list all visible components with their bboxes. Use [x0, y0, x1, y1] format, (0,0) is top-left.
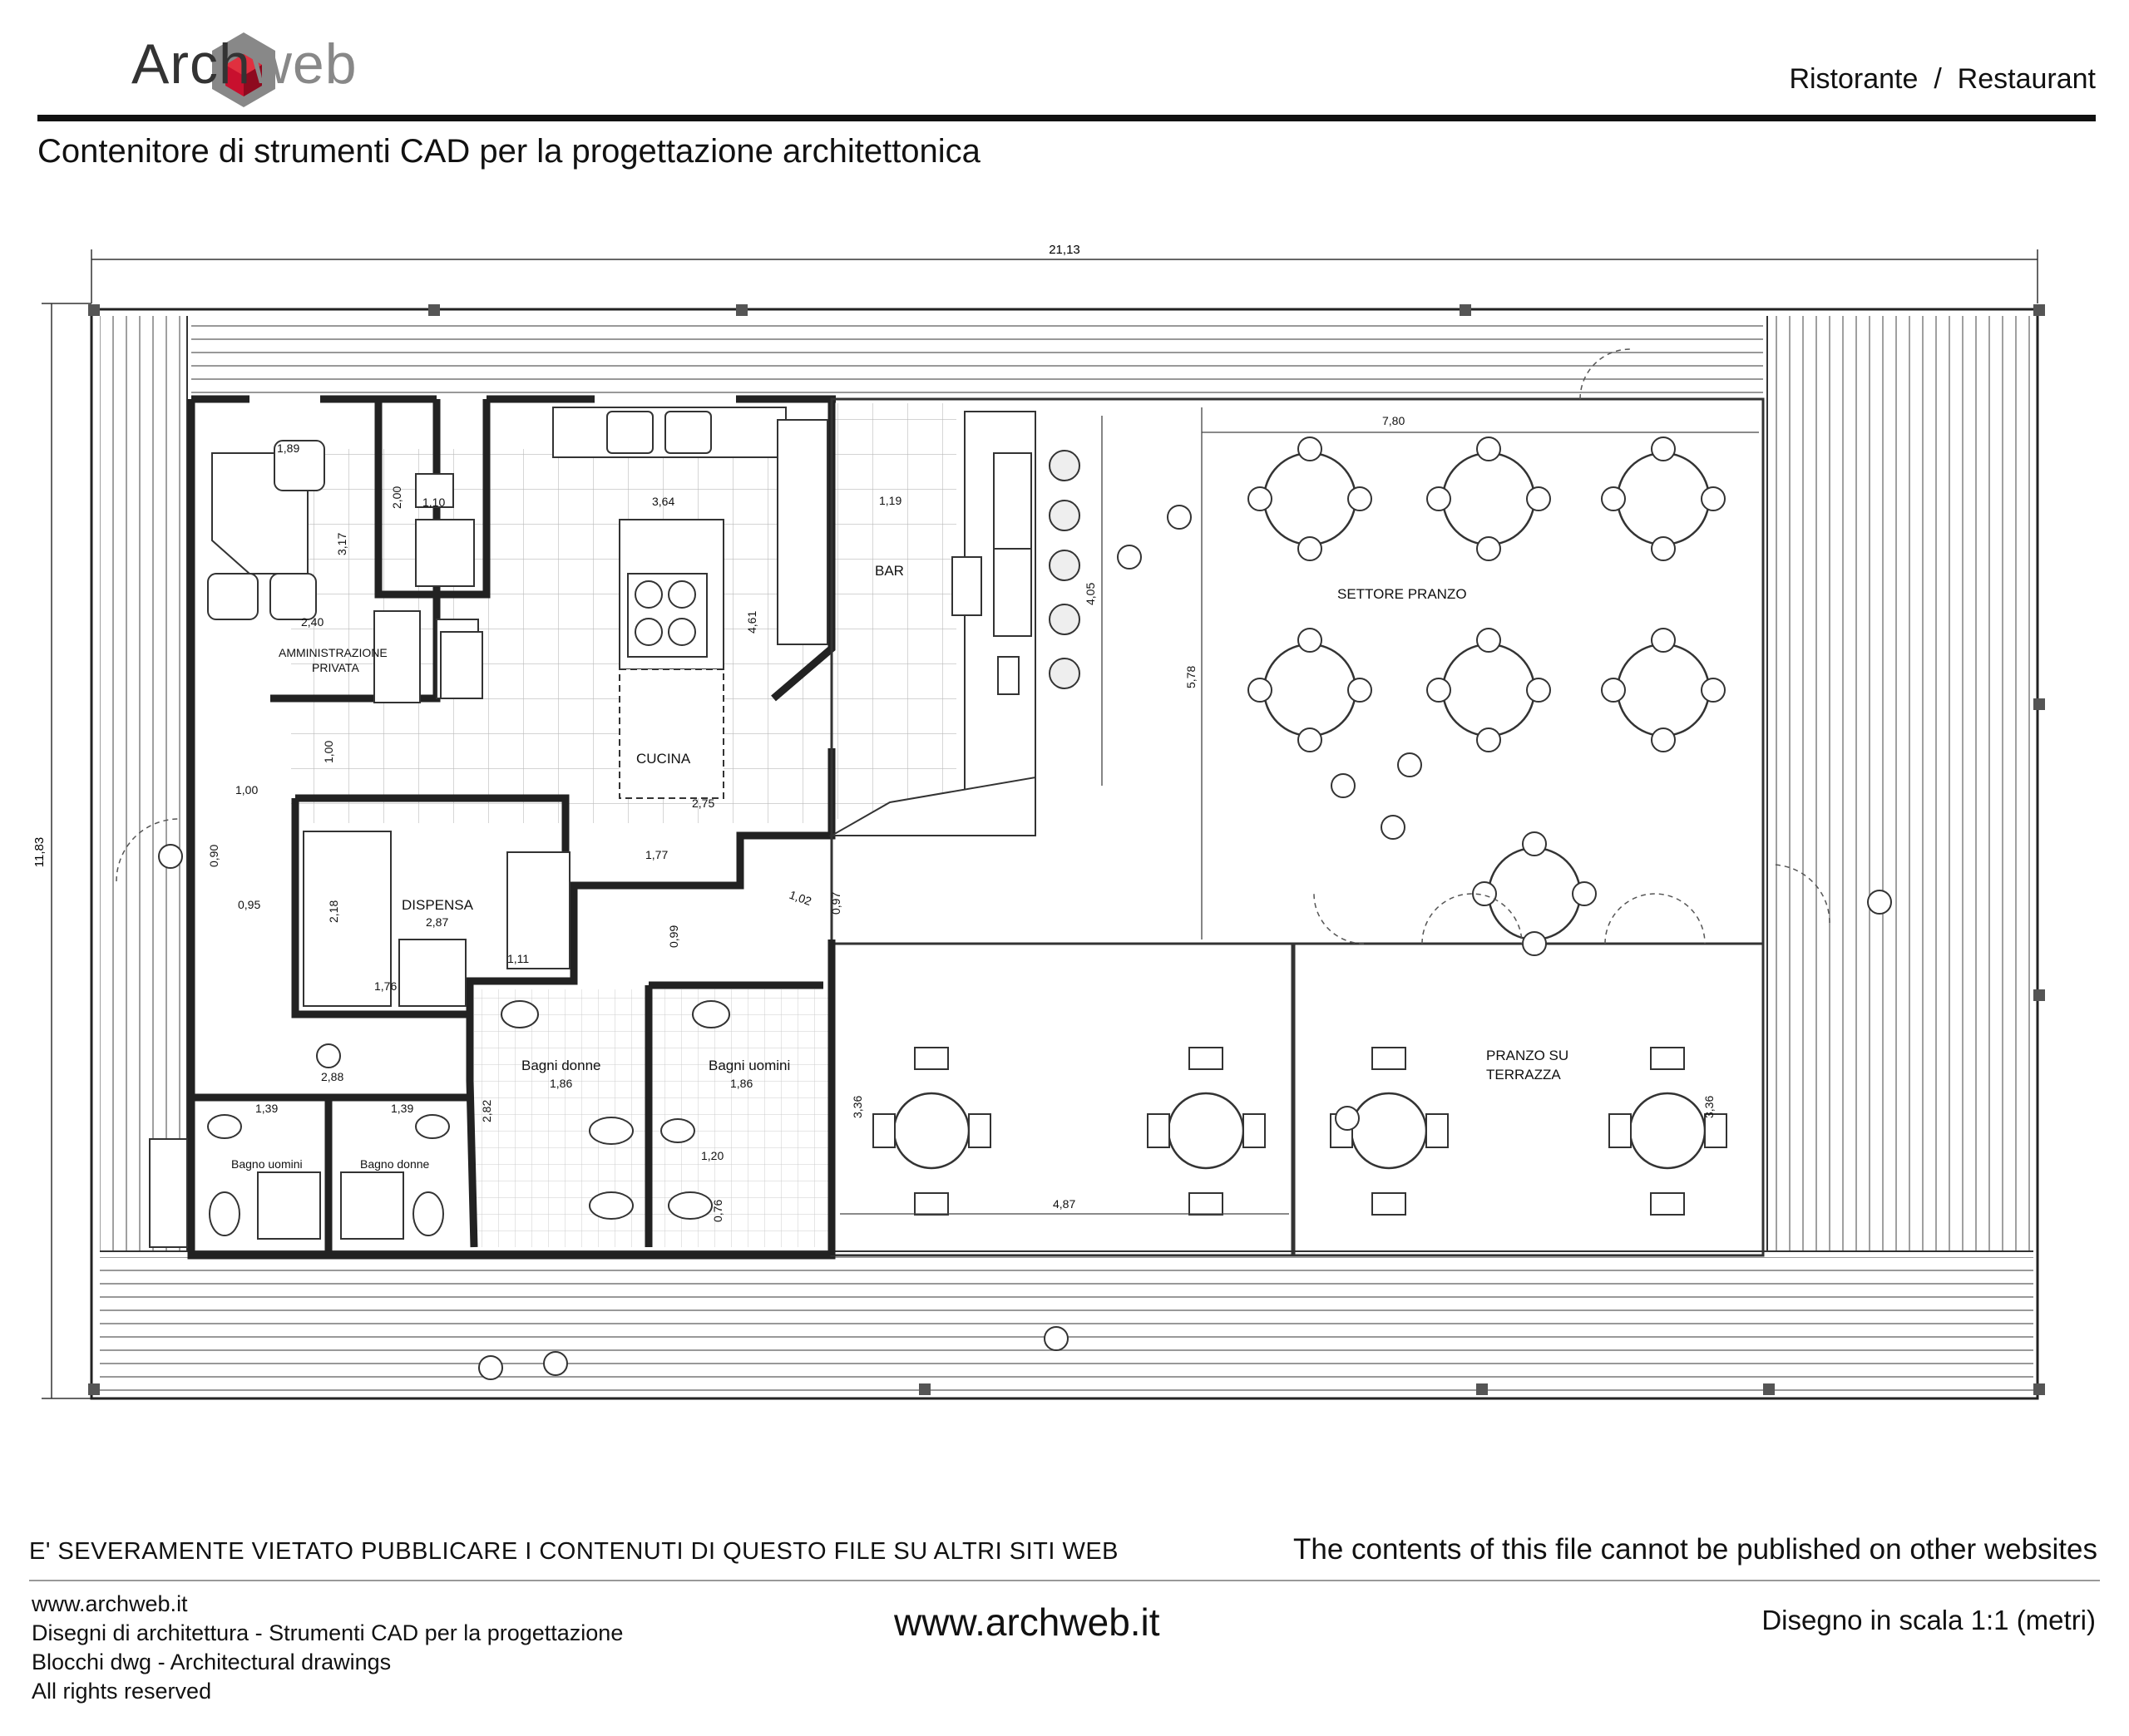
- label-men-wc: Bagni uomini: [709, 1058, 791, 1073]
- dim-282: 2,82: [480, 1099, 493, 1122]
- dim-110: 1,10: [422, 496, 446, 509]
- dim-405: 4,05: [1084, 582, 1097, 605]
- dim-218: 2,18: [327, 900, 340, 923]
- dim-100a: 1,00: [322, 740, 335, 763]
- dim-487: 4,87: [1053, 1197, 1076, 1211]
- label-admin-2: PRIVATA: [312, 661, 359, 674]
- dim-336a: 3,36: [851, 1095, 864, 1118]
- dim-186a: 1,86: [550, 1077, 573, 1090]
- label-staff-men: Bagno uomini: [231, 1157, 303, 1171]
- dim-139b: 1,39: [391, 1102, 414, 1115]
- dim-275: 2,75: [692, 796, 715, 810]
- category-italian: Ristorante: [1789, 63, 1919, 95]
- dim-090: 0,90: [207, 844, 220, 867]
- dim-095: 0,95: [238, 898, 261, 911]
- dim-578: 5,78: [1184, 665, 1198, 688]
- dim-189: 1,89: [277, 441, 300, 455]
- dim-overall-width: 21,13: [1049, 243, 1080, 257]
- label-admin-1: AMMINISTRAZIONE: [279, 646, 388, 659]
- drawing-scale: Disegno in scala 1:1 (metri): [1761, 1605, 2096, 1635]
- category-english: Restaurant: [1957, 63, 2096, 95]
- dim-288: 2,88: [321, 1070, 344, 1083]
- dim-097: 0,97: [829, 891, 842, 915]
- copyright-warning-english: The contents of this file cannot be published on other websites: [1293, 1533, 2097, 1566]
- logo-suffix: web: [250, 32, 358, 96]
- dim-364: 3,64: [652, 495, 675, 508]
- dim-336b: 3,36: [1702, 1095, 1716, 1118]
- label-bar: BAR: [875, 563, 904, 579]
- deck-bottom-boards: [100, 1257, 2033, 1394]
- label-staff-women: Bagno donne: [360, 1157, 430, 1171]
- dim-177: 1,77: [645, 848, 669, 861]
- page-subtitle: Contenitore di strumenti CAD per la progettazione architettonica: [37, 133, 981, 170]
- dim-240: 2,40: [301, 615, 324, 629]
- dim-200: 2,00: [390, 486, 403, 509]
- dim-139a: 1,39: [255, 1102, 279, 1115]
- label-women-wc: Bagni donne: [521, 1058, 601, 1073]
- footer-site-link[interactable]: www.archweb.it: [894, 1600, 1160, 1644]
- dim-120: 1,20: [701, 1149, 724, 1162]
- dim-099: 0,99: [667, 925, 680, 948]
- footer-line-blocks: Blocchi dwg - Architectural drawings: [32, 1650, 392, 1674]
- dim-111: 1,11: [507, 952, 530, 965]
- logo-prefix: Arch: [131, 32, 251, 96]
- deck-left-boards: [100, 316, 187, 1251]
- label-dining: SETTORE PRANZO: [1337, 586, 1467, 602]
- deck-right-boards: [1767, 316, 2033, 1251]
- dim-100b: 1,00: [235, 783, 259, 796]
- footer-line-url[interactable]: www.archweb.it: [32, 1591, 188, 1616]
- deck-top-boards: [191, 316, 1763, 399]
- label-terrace-2: TERRAZZA: [1486, 1067, 1561, 1083]
- dim-176: 1,76: [374, 979, 398, 993]
- copyright-warning-italian: E' SEVERAMENTE VIETATO PUBBLICARE I CONTENUTI DI QUESTO FILE SU ALTRI SITI WEB: [29, 1538, 1119, 1565]
- footer-line-rights: All rights reserved: [32, 1679, 212, 1704]
- dim-461: 4,61: [745, 610, 758, 634]
- dim-076: 0,76: [711, 1199, 724, 1222]
- label-terrace-1: PRANZO SU: [1486, 1048, 1569, 1063]
- dim-119: 1,19: [879, 494, 902, 507]
- label-pantry: DISPENSA: [402, 897, 473, 913]
- footer-rule: [29, 1580, 2100, 1581]
- wc-tile-floor: [474, 989, 832, 1247]
- footer-info: [32, 1590, 623, 1706]
- dim-780: 7,80: [1382, 414, 1405, 427]
- dim-102: 1,02: [787, 887, 814, 909]
- footer-line-description: Disegni di architettura - Strumenti CAD per la progettazione: [32, 1620, 624, 1645]
- dim-186b: 1,86: [730, 1077, 753, 1090]
- category-separator: /: [1934, 63, 1942, 95]
- dim-287: 2,87: [426, 915, 449, 929]
- dim-overall-depth: 11,83: [32, 836, 47, 868]
- dim-317: 3,17: [335, 532, 348, 555]
- bar-stools: [1050, 451, 1079, 688]
- label-kitchen: CUCINA: [636, 751, 691, 767]
- kitchen-tile-floor: [291, 449, 832, 823]
- bar-tile-floor: [832, 403, 956, 819]
